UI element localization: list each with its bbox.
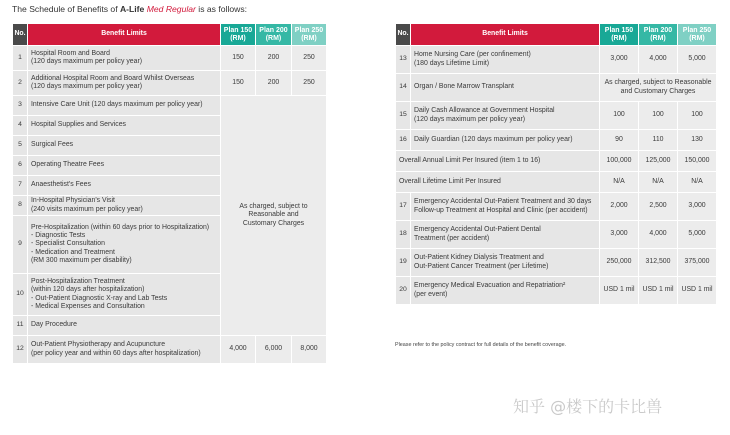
- header-plan-150: Plan 150 (RM): [221, 24, 256, 46]
- table-row: [13, 336, 327, 364]
- caption-brand: A-Life: [119, 4, 145, 14]
- schedule-caption: [12, 4, 247, 14]
- row-number: 16: [396, 130, 411, 151]
- benefit-description: Out-Patient Kidney Dialysis Treatment and Out-Patient Cancer Treatment (per Lifetime): [411, 249, 600, 277]
- plan-150-value: 4,000: [221, 336, 256, 364]
- header-plan-200: Plan 200 (RM): [256, 24, 292, 46]
- plan-200-value: USD 1 mil: [639, 277, 678, 305]
- row-number: 3: [13, 96, 28, 116]
- benefits-table-right: [395, 23, 717, 305]
- header-plan-150: Plan 150 (RM): [600, 24, 639, 46]
- table-row: [396, 221, 717, 249]
- plan-250-value: 5,000: [678, 46, 717, 74]
- benefit-description: Day Procedure: [28, 316, 221, 336]
- plan-250-value: 150,000: [678, 151, 717, 172]
- plan-150-value: 100,000: [600, 151, 639, 172]
- header-no: No.: [13, 24, 28, 46]
- row-number: 20: [396, 277, 411, 305]
- benefits-table-left: [12, 23, 327, 364]
- overall-limit-label: Overall Annual Limit Per Insured (item 1 to 16): [396, 151, 600, 172]
- table-row: [396, 151, 717, 172]
- table-row: [396, 249, 717, 277]
- caption-prefix: The Schedule of Benefits of: [12, 4, 120, 14]
- benefit-description: Intensive Care Unit (120 days maximum per policy year): [28, 96, 221, 116]
- plan-150-value: 100: [600, 102, 639, 130]
- row-number: 15: [396, 102, 411, 130]
- row-number: 17: [396, 193, 411, 221]
- row-number: 5: [13, 136, 28, 156]
- benefit-description: Emergency Medical Evacuation and Repatriation² (per event): [411, 277, 600, 305]
- plan-150-value: 3,000: [600, 221, 639, 249]
- table-row: [396, 102, 717, 130]
- benefit-description: Home Nursing Care (per confinement) (180 days Lifetime Limit): [411, 46, 600, 74]
- row-number: 6: [13, 156, 28, 176]
- plan-250-value: 130: [678, 130, 717, 151]
- caption-product: Med Regular: [146, 4, 196, 14]
- benefit-description: Post-Hospitalization Treatment (within 120 days after hospitalization) - Out-Patient Diagnostic X-ray and Lab Tests - Medical Expenses and Consultation: [28, 274, 221, 316]
- header-plan-200: Plan 200 (RM): [639, 24, 678, 46]
- benefit-description: Emergency Accidental Out-Patient Dental Treatment (per accident): [411, 221, 600, 249]
- plan-250-value: 3,000: [678, 193, 717, 221]
- plan-200-value: 100: [639, 102, 678, 130]
- footnote: Please refer to the policy contract for full details of the benefit coverage.: [395, 342, 567, 348]
- watermark: 知乎 @楼下的卡比兽: [513, 397, 663, 416]
- row-number: 14: [396, 74, 411, 102]
- plan-250-value: USD 1 mil: [678, 277, 717, 305]
- table-row: [13, 71, 327, 96]
- plan-150-value: 250,000: [600, 249, 639, 277]
- header-plan-250: Plan 250 (RM): [678, 24, 717, 46]
- benefit-description: Operating Theatre Fees: [28, 156, 221, 176]
- row-number: 7: [13, 176, 28, 196]
- table-row: [396, 130, 717, 151]
- benefit-description: Pre-Hospitalization (within 60 days prior to Hospitalization) - Diagnostic Tests - Specialist Consultation - Medication and Treatment (RM 300 maximum per disability): [28, 216, 221, 274]
- header-plan-250: Plan 250 (RM): [292, 24, 327, 46]
- plan-200-value: 2,500: [639, 193, 678, 221]
- plan-250-value: 5,000: [678, 221, 717, 249]
- plan-150-value: N/A: [600, 172, 639, 193]
- plan-200-value: 312,500: [639, 249, 678, 277]
- plan-200-value: 200: [256, 71, 292, 96]
- benefit-description: Hospital Supplies and Services: [28, 116, 221, 136]
- benefit-description: Daily Guardian (120 days maximum per policy year): [411, 130, 600, 151]
- benefit-description: Anaesthetist's Fees: [28, 176, 221, 196]
- plan-200-value: 110: [639, 130, 678, 151]
- table-row: [396, 277, 717, 305]
- as-charged-merged-cell: As charged, subject to Reasonable and Customary Charges: [600, 74, 717, 102]
- plan-200-value: N/A: [639, 172, 678, 193]
- row-number: 19: [396, 249, 411, 277]
- benefit-description: Emergency Accidental Out-Patient Treatment and 30 days Follow-up Treatment at Hospital and Clinic (per accident): [411, 193, 600, 221]
- header-benefit-limits: Benefit Limits: [28, 24, 221, 46]
- table-row: [396, 46, 717, 74]
- row-number: 18: [396, 221, 411, 249]
- plan-250-value: 250: [292, 46, 327, 71]
- plan-200-value: 4,000: [639, 221, 678, 249]
- plan-250-value: 375,000: [678, 249, 717, 277]
- plan-200-value: 200: [256, 46, 292, 71]
- row-number: 10: [13, 274, 28, 316]
- plan-200-value: 125,000: [639, 151, 678, 172]
- plan-150-value: 90: [600, 130, 639, 151]
- header-benefit-limits: Benefit Limits: [411, 24, 600, 46]
- plan-200-value: 4,000: [639, 46, 678, 74]
- benefit-description: Daily Cash Allowance at Government Hospital (120 days maximum per policy year): [411, 102, 600, 130]
- row-number: 11: [13, 316, 28, 336]
- table-row: [396, 74, 717, 102]
- row-number: 2: [13, 71, 28, 96]
- row-number: 4: [13, 116, 28, 136]
- plan-150-value: 150: [221, 46, 256, 71]
- plan-150-value: 3,000: [600, 46, 639, 74]
- plan-250-value: 8,000: [292, 336, 327, 364]
- row-number: 13: [396, 46, 411, 74]
- plan-250-value: 250: [292, 71, 327, 96]
- row-number: 1: [13, 46, 28, 71]
- plan-150-value: 150: [221, 71, 256, 96]
- row-number: 9: [13, 216, 28, 274]
- plan-150-value: USD 1 mil: [600, 277, 639, 305]
- benefit-description: Hospital Room and Board (120 days maximum per policy year): [28, 46, 221, 71]
- benefit-description: In-Hospital Physician's Visit (240 visits maximum per policy year): [28, 196, 221, 216]
- table-row: [396, 193, 717, 221]
- benefit-description: Out-Patient Physiotherapy and Acupuncture (per policy year and within 60 days after hospitalization): [28, 336, 221, 364]
- plan-200-value: 6,000: [256, 336, 292, 364]
- overall-limit-label: Overall Lifetime Limit Per Insured: [396, 172, 600, 193]
- row-number: 12: [13, 336, 28, 364]
- row-number: 8: [13, 196, 28, 216]
- plan-250-value: N/A: [678, 172, 717, 193]
- benefit-description: Additional Hospital Room and Board Whilst Overseas (120 days maximum per policy year): [28, 71, 221, 96]
- table-row: [13, 46, 327, 71]
- plan-250-value: 100: [678, 102, 717, 130]
- table-row: [396, 172, 717, 193]
- benefit-description: Surgical Fees: [28, 136, 221, 156]
- table-row: [13, 96, 327, 116]
- table-header-row: [13, 24, 327, 46]
- caption-suffix: is as follows:: [195, 4, 248, 14]
- benefit-description: Organ / Bone Marrow Transplant: [411, 74, 600, 102]
- header-no: No.: [396, 24, 411, 46]
- plan-150-value: 2,000: [600, 193, 639, 221]
- table-header-row: [396, 24, 717, 46]
- as-charged-merged-cell: As charged, subject to Reasonable and Customary Charges: [221, 96, 327, 336]
